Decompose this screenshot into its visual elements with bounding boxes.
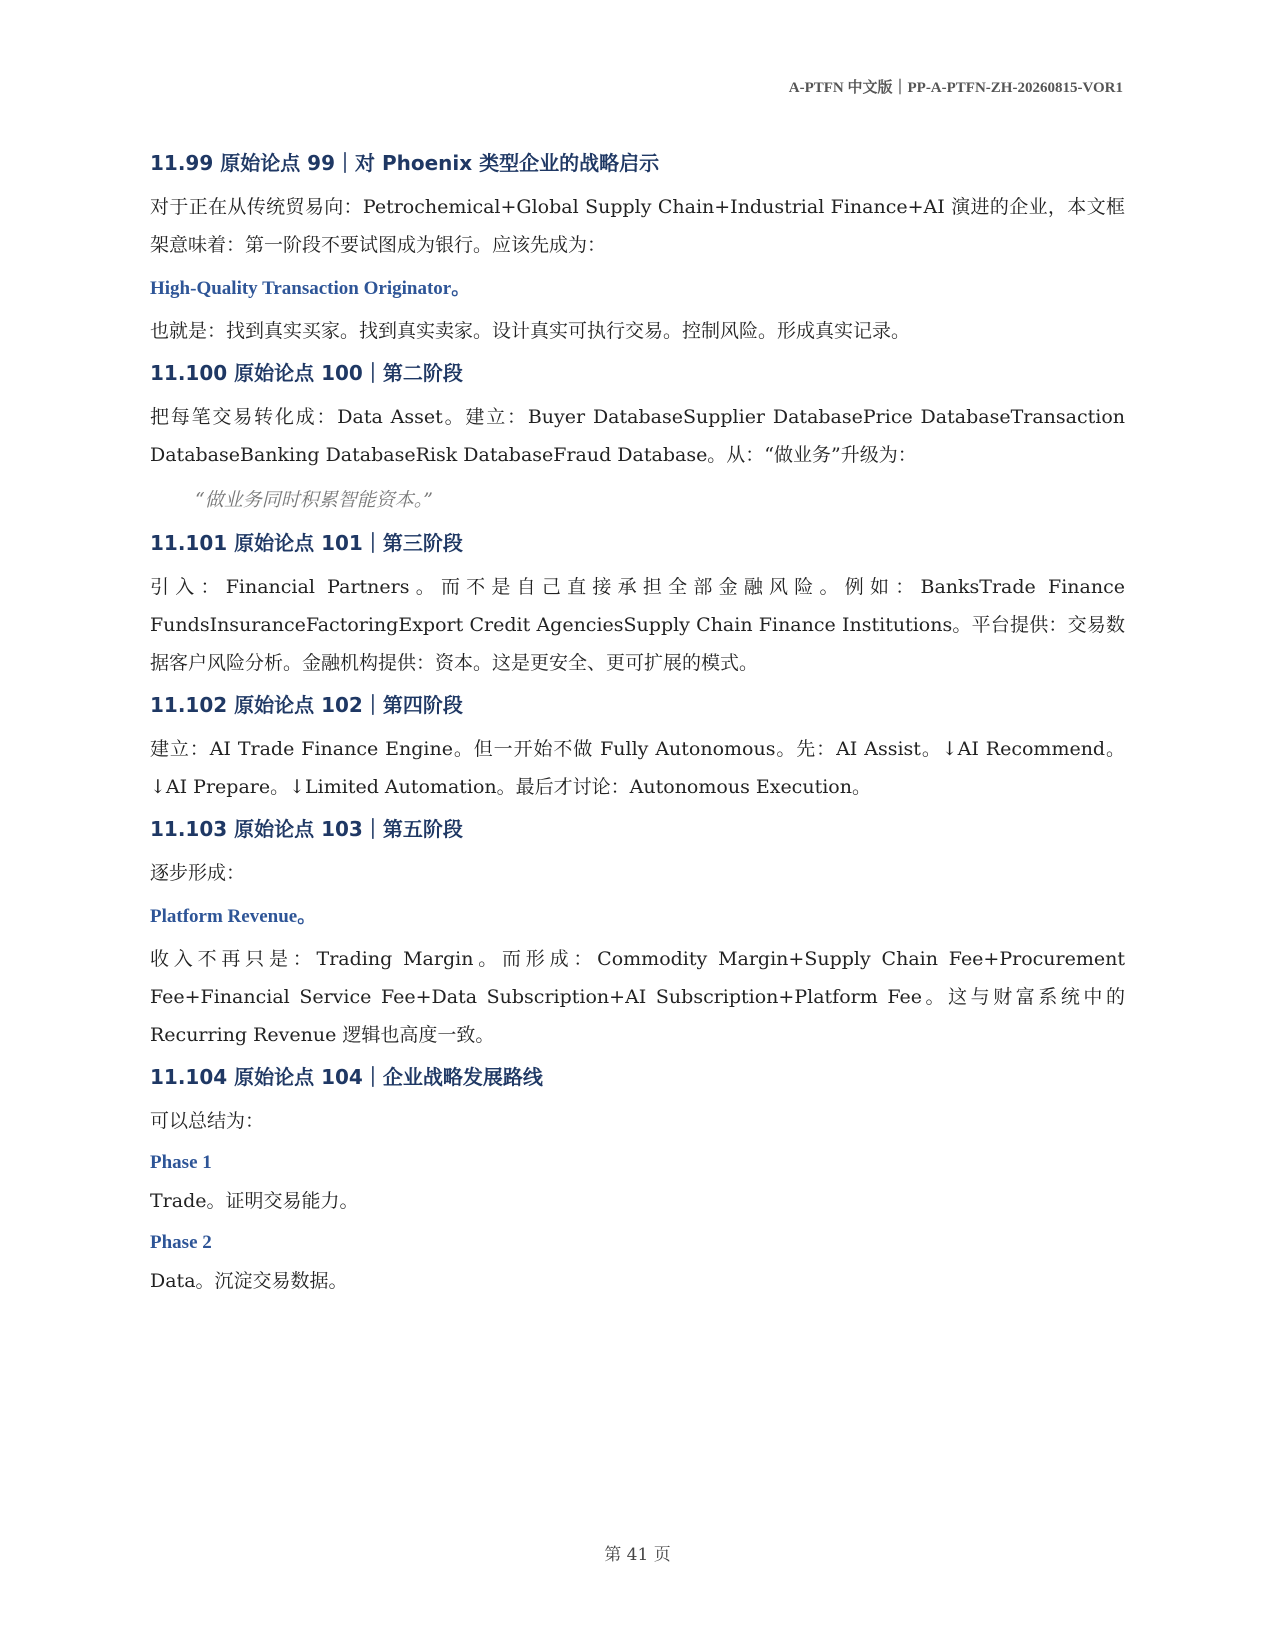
page-number: 第 41 页 bbox=[604, 1545, 671, 1565]
paragraph: 收入不再只是：Trading Margin。而形成：Commodity Margin+Supply Chain Fee+Procurement Fee+Financial Service Fee+Data Subscription+AI Subscription+Platform Fee。这与财富系统中的 Recurring Revenue 逻辑也高度一致。 bbox=[150, 948, 1125, 1046]
running-head: A-PTFN 中文版｜PP-A-PTFN-ZH-20260815-VOR1 bbox=[788, 80, 1123, 96]
section-11-103 bbox=[150, 814, 1125, 1054]
paragraph: 可以总结为： bbox=[150, 1110, 265, 1132]
section-heading: 11.102 原始论点 102｜第四阶段 bbox=[150, 693, 463, 717]
section-11-101 bbox=[150, 528, 1125, 682]
block-quote: “做业务同时积累智能资本。” bbox=[195, 489, 433, 511]
phase-label: Phase 2 bbox=[150, 1232, 212, 1253]
section-heading: 11.101 原始论点 101｜第三阶段 bbox=[150, 531, 463, 555]
paragraph: 逐步形成： bbox=[150, 862, 246, 884]
section-11-102 bbox=[150, 690, 1125, 806]
section-11-99 bbox=[150, 148, 1125, 350]
subheading: Platform Revenue。 bbox=[150, 906, 317, 927]
section-heading: 11.99 原始论点 99｜对 Phoenix 类型企业的战略启示 bbox=[150, 151, 660, 175]
section-11-100 bbox=[150, 358, 1125, 518]
section-heading: 11.103 原始论点 103｜第五阶段 bbox=[150, 817, 463, 841]
phase-text: Trade。证明交易能力。 bbox=[150, 1190, 359, 1212]
paragraph: 也就是：找到真实买家。找到真实卖家。设计真实可执行交易。控制风险。形成真实记录。 bbox=[150, 320, 911, 342]
paragraph: 引入：Financial Partners。而不是自己直接承担全部金融风险。例如：BanksTrade Finance FundsInsuranceFactoringExport Credit AgenciesSupply Chain Finance Institutions。平台提供：交易数据客户风险分析。金融机构提供：资本。这是更安全、更可扩展的模式。 bbox=[150, 576, 1125, 674]
phase-label: Phase 1 bbox=[150, 1152, 212, 1173]
page-content bbox=[150, 148, 1125, 1308]
phase-text: Data。沉淀交易数据。 bbox=[150, 1270, 348, 1292]
section-heading: 11.100 原始论点 100｜第二阶段 bbox=[150, 361, 463, 385]
paragraph: 对于正在从传统贸易向：Petrochemical+Global Supply Chain+Industrial Finance+AI 演进的企业，本文框架意味着：第一阶段不要试图成为银行。应该先成为： bbox=[150, 196, 1125, 256]
section-11-104 bbox=[150, 1062, 1125, 1300]
subheading: High-Quality Transaction Originator。 bbox=[150, 278, 471, 299]
section-heading: 11.104 原始论点 104｜企业战略发展路线 bbox=[150, 1065, 543, 1089]
paragraph: 建立：AI Trade Finance Engine。但一开始不做 Fully Autonomous。先：AI Assist。↓AI Recommend。↓AI Prepare。↓Limited Automation。最后才讨论：Autonomous Execution。 bbox=[150, 738, 1125, 798]
paragraph: 把每笔交易转化成：Data Asset。建立：Buyer DatabaseSupplier DatabasePrice DatabaseTransaction DatabaseBanking DatabaseRisk DatabaseFraud Database。从：“做业务”升级为： bbox=[150, 406, 1125, 466]
